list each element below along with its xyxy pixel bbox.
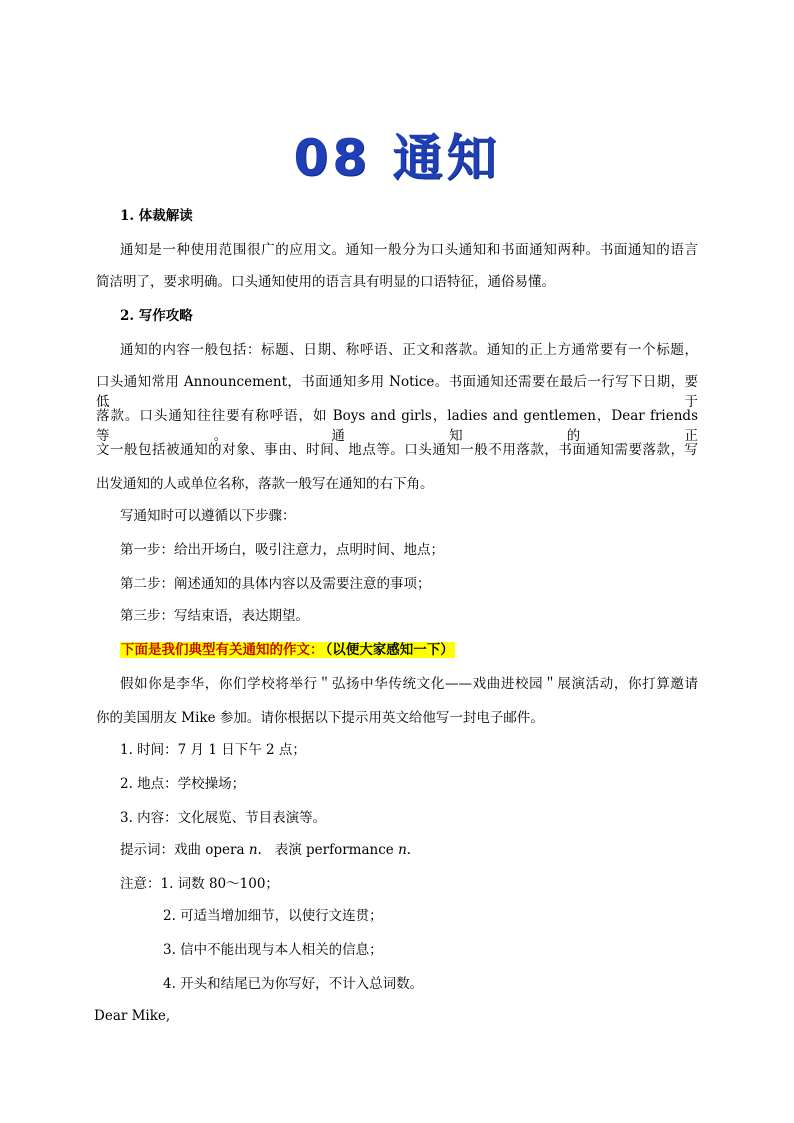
hint-pos: n.	[398, 842, 412, 858]
step-item: 第二步：阐述通知的具体内容以及需要注意的事项；	[120, 576, 431, 592]
note-item: 4. 开头和结尾已为你写好，不计入总词数。	[163, 976, 424, 992]
task-item: 1. 时间：7 月 1 日下午 2 点；	[120, 742, 306, 758]
section-2-paragraph-line: 口头通知常用 Announcement，书面通知多用 Notice。书面通知还需要在最后一行写下日期，要低于	[96, 374, 698, 410]
note-item: 注意：1. 词数 80～100；	[120, 876, 279, 892]
hint-pos: n.	[248, 842, 262, 858]
step-item: 第一步：给出开场白，吸引注意力，点明时间、地点；	[120, 542, 444, 558]
task-item: 3. 内容：文化展览、节目表演等。	[120, 810, 327, 826]
step-item: 第三步：写结束语，表达期望。	[120, 608, 309, 624]
section-2-paragraph-line: 落款。口头通知往往要有称呼语，如 Boys and girls，ladies and gentlemen，Dear friends 等。通知的正	[96, 408, 698, 444]
section-1-heading: 1. 体裁解读	[120, 208, 193, 224]
note-item: 2. 可适当增加细节，以使行文连贯；	[163, 908, 383, 924]
page-title: 08 通知	[293, 129, 501, 187]
steps-intro: 写通知时可以遵循以下步骤：	[120, 508, 296, 524]
task-line: 假如你是李华，你们学校将举行＂弘扬中华传统文化——戏曲进校园＂展演活动，你打算邀请	[120, 676, 698, 692]
hint-prefix: 提示词：戏曲 opera	[120, 842, 249, 858]
section-2-paragraph-line: 出发通知的人或单位名称，落款一般写在通知的右下角。	[96, 476, 434, 492]
task-line: 你的美国朋友 Mike 参加。请你根据以下提示用英文给他写一封电子邮件。	[96, 710, 544, 726]
salutation: Dear Mike,	[94, 1008, 171, 1024]
section-2-paragraph-line: 通知的内容一般包括：标题、日期、称呼语、正文和落款。通知的正上方通常要有一个标题，	[120, 342, 698, 358]
section-2-heading: 2. 写作攻略	[120, 308, 193, 324]
task-item: 2. 地点：学校操场；	[120, 776, 246, 792]
note-item: 3. 信中不能出现与本人相关的信息；	[163, 942, 383, 958]
hint-line	[120, 840, 698, 860]
highlight-text: 下面是我们典型有关通知的作文：	[121, 642, 324, 658]
highlight-text-note: （以便大家感知一下）	[325, 642, 454, 658]
section-1-paragraph-line: 简洁明了，要求明确。口头通知使用的语言具有明显的口语特征，通俗易懂。	[96, 274, 555, 290]
section-2-paragraph-line: 文一般包括被通知的对象、事由、时间、地点等。口头通知一般不用落款，书面通知需要落款，写	[96, 442, 698, 458]
hint-mid: 表演 performance	[261, 842, 399, 858]
section-1-paragraph-line: 通知是一种使用范围很广的应用文。通知一般分为口头通知和书面通知两种。书面通知的语言	[120, 242, 698, 258]
highlight-line	[120, 640, 698, 660]
